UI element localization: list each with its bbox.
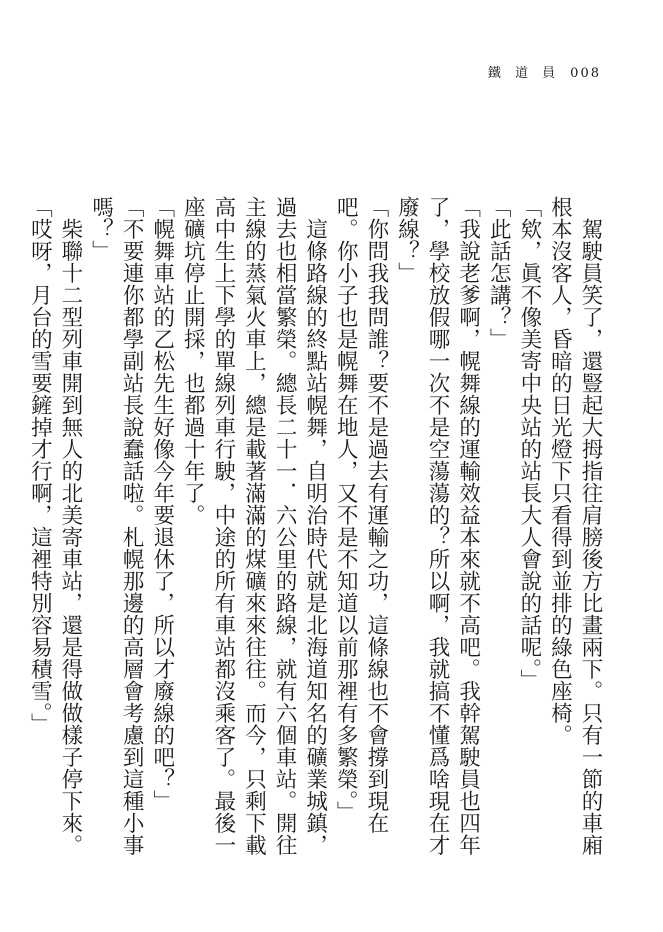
- dialogue-line: 「不要連你都學副站長說蠢話啦。札幌那邊的高層會考慮到這種小事嗎？」: [88, 196, 145, 856]
- book-title: 鐵 道 員: [487, 66, 561, 81]
- dialogue-line: 「幌舞車站的乙松先生好像今年要退休了，所以才廢線的吧？」: [149, 196, 175, 812]
- running-header: [488, 62, 601, 81]
- dialogue-line: 「我說老爹啊，幌舞線的運輸效益本來就不高吧。我幹駕駛員也四年了，學校放假哪一次不是空蕩蕩的？所以啊，我就搞不懂爲啥現在才廢線？」: [394, 196, 481, 856]
- page-number: 008: [570, 66, 601, 81]
- body-text: [24, 196, 605, 856]
- paragraph: 駕駛員笑了，還豎起大拇指往肩膀後方比畫兩下。只有一節的車廂根本沒客人，昏暗的日光燈下只看得到並排的綠色座椅。: [547, 196, 603, 856]
- paragraph: 柴聯十二型列車開到無人的北美寄車站，還是得做做樣子停下來。: [57, 217, 83, 856]
- dialogue-line: 「欸，眞不像美寄中央站的站長大人會說的話呢。」: [516, 196, 542, 692]
- paragraph: 這條路線的終點站幌舞，自明治時代就是北海道知名的礦業城鎮，過去也相當繁榮。總長二十一．六公里的路線，就有六個車站。開往主線的蒸氣火車上，總是載著滿滿的煤礦來來往往。而今，只剩下載高中生上下學的單線列車行駛，中途的所有車站都沒乘客了。最後一座礦坑停止開採，也都過十年了。: [180, 196, 328, 856]
- dialogue-line: 「哎呀，月台的雪要鏟掉才行啊，這裡特別容易積雪。」: [27, 196, 53, 736]
- dialogue-line: 「你問我我問誰？要不是過去有運輸之功，這條線也不會撐到現在吧。你小子也是幌舞在地人，又不是不知道以前那裡有多繁榮。」: [333, 196, 389, 834]
- dialogue-line: 「此話怎講？」: [486, 196, 512, 350]
